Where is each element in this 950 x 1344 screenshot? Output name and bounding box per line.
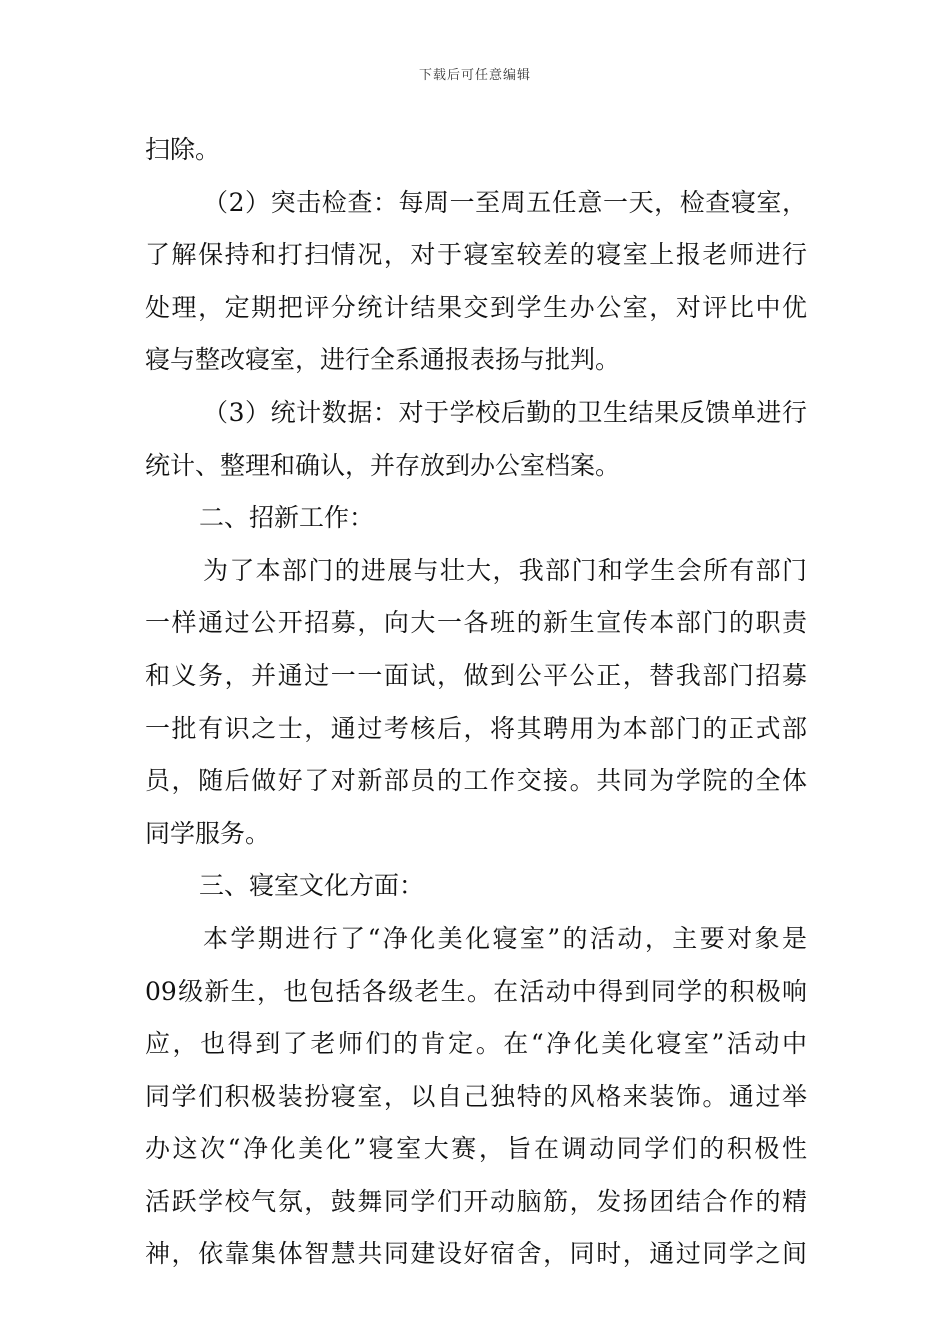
text-line-1: 扫除。 [145,135,221,164]
section-heading-recruitment: 二、招新工作： [199,503,375,533]
text-line-11: 和义务，并通过一一面试，做到公平公正，替我部门招募 [145,660,807,690]
text-line-5: 寝与整改寝室，进行全系通报表扬与批判。 [145,345,621,375]
text-line-3: 了解保持和打扫情况，对于寝室较差的寝室上报老师进行 [145,240,807,270]
text-line-19: 同学们积极装扮寝室，以自己独特的风格来装饰。通过举 [145,1081,807,1111]
document-body [145,124,807,1281]
section-heading-dorm-culture: 三、寝室文化方面： [199,871,425,901]
text-line-2: （2）突击检查：每周一至周五任意一天，检查寝室， [203,187,807,217]
text-line-6: （3）统计数据：对于学校后勤的卫生结果反馈单进行 [203,397,807,427]
text-line-17: 09级新生，也包括各级老生。在活动中得到同学的积极响 [145,976,807,1006]
text-line-10: 一样通过公开招募，向大一各班的新生宣传本部门的职责 [145,608,807,638]
text-line-12: 一批有识之士，通过考核后，将其聘用为本部门的正式部 [145,713,807,743]
text-line-16: 本学期进行了“净化美化寝室”的活动，主要对象是 [203,923,807,953]
text-line-7: 统计、整理和确认，并存放到办公室档案。 [145,450,621,480]
text-line-14: 同学服务。 [145,818,271,848]
text-line-13: 员，随后做好了对新部员的工作交接。共同为学院的全体 [145,766,807,796]
page-header: 下载后可任意编辑 [418,68,531,83]
text-line-18: 应，也得到了老师们的肯定。在“净化美化寝室”活动中 [145,1029,807,1059]
text-line-20: 办这次“净化美化”寝室大赛，旨在调动同学们的积极性 [145,1134,807,1164]
text-line-4: 处理，定期把评分统计结果交到学生办公室，对评比中优 [145,292,807,322]
text-line-9: 为了本部门的进展与壮大，我部门和学生会所有部门 [203,555,807,585]
text-line-21: 活跃学校气氛，鼓舞同学们开动脑筋，发扬团结合作的精 [145,1186,807,1216]
text-line-22: 神，依靠集体智慧共同建设好宿舍，同时，通过同学之间 [145,1239,807,1269]
